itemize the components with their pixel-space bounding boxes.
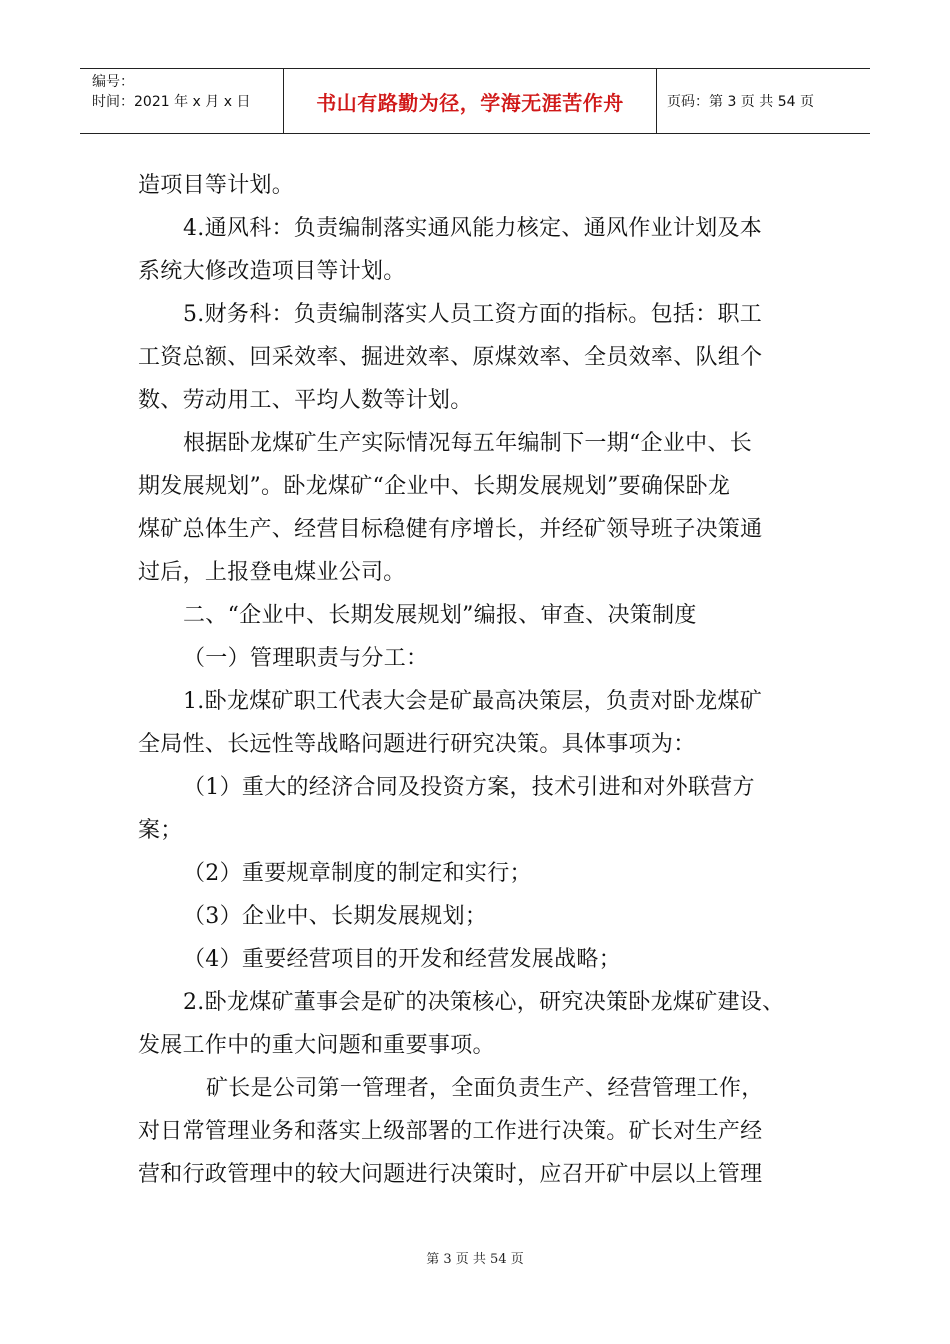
body-line: 过后，上报登电煤业公司。: [138, 560, 406, 585]
body-line: 1.卧龙煤矿职工代表大会是矿最高决策层，负责对卧龙煤矿: [183, 689, 763, 714]
page-header: [80, 68, 870, 134]
list-item: （3）企业中、长期发展规划；: [183, 904, 488, 929]
body-line: 4.通风科：负责编制落实通风能力核定、通风作业计划及本: [183, 216, 763, 241]
page-footer: 第 3 页 共 54 页: [426, 1252, 524, 1267]
body-line: 2.卧龙煤矿董事会是矿的决策核心，研究决策卧龙煤矿建设、: [183, 990, 785, 1015]
body-line: 5.财务科：负责编制落实人员工资方面的指标。包括：职工: [183, 302, 763, 327]
body-line: 期发展规划”。卧龙煤矿“企业中、长期发展规划”要确保卧龙: [138, 474, 731, 499]
document-code-label: 编号：: [92, 74, 134, 90]
body-line: 发展工作中的重大问题和重要事项。: [138, 1033, 495, 1058]
body-line: 矿长是公司第一管理者，全面负责生产、经营管理工作，: [206, 1076, 764, 1101]
header-motto: 书山有路勤为径，学海无涯苦作舟: [283, 69, 657, 133]
document-body: [138, 164, 818, 1196]
body-line: 工资总额、回采效率、掘进效率、原煤效率、全员效率、队组个: [138, 345, 763, 370]
body-line: 根据卧龙煤矿生产实际情况每五年编制下一期“企业中、长: [183, 431, 753, 456]
list-item: （2）重要规章制度的制定和实行；: [183, 861, 532, 886]
body-line: 煤矿总体生产、经营目标稳健有序增长，并经矿领导班子决策通: [138, 517, 763, 542]
document-date-label: 时间：2021 年 x 月 x 日: [92, 94, 251, 110]
body-line: 案；: [138, 818, 183, 843]
subsection-heading: （一）管理职责与分工：: [183, 646, 429, 671]
body-line: 系统大修改造项目等计划。: [138, 259, 406, 284]
body-line: 造项目等计划。: [138, 173, 295, 198]
header-page-number: 页码：第 3 页 共 54 页: [667, 94, 814, 110]
body-line: 全局性、长远性等战略问题进行研究决策。具体事项为：: [138, 732, 696, 757]
body-line: 营和行政管理中的较大问题进行决策时，应召开矿中层以上管理: [138, 1162, 763, 1187]
body-line: 数、劳动用工、平均人数等计划。: [138, 388, 473, 413]
header-meta: [80, 69, 283, 133]
body-line: 对日常管理业务和落实上级部署的工作进行决策。矿长对生产经: [138, 1119, 763, 1144]
list-item: （1）重大的经济合同及投资方案，技术引进和对外联营方: [183, 775, 755, 800]
list-item: （4）重要经营项目的开发和经营发展战略；: [183, 947, 621, 972]
section-heading: 二、“企业中、长期发展规划”编报、审查、决策制度: [183, 603, 697, 628]
